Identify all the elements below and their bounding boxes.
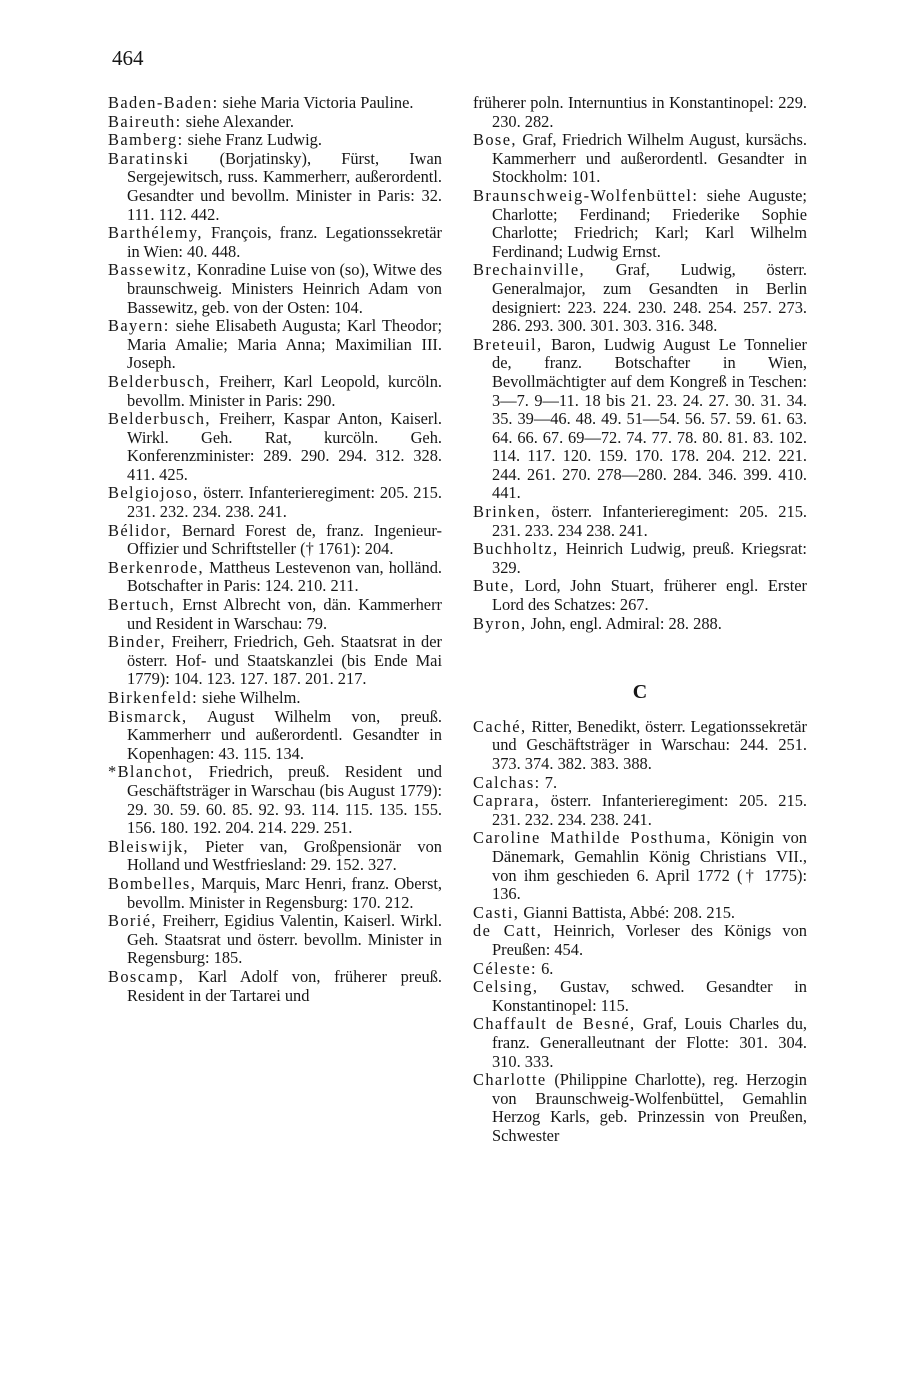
entry-text: Freiherr, Kaspar Anton, Kaiserl. Wirkl. Geh. Rat, kurcöln. Geh. Konferenzminister: 289. 290. 294. 312. 328. 411. 425.	[127, 409, 442, 484]
entry-text: Graf, Louis Charles du, franz. Generalleutnant der Flotte: 301. 304. 310. 333.	[492, 1014, 807, 1071]
entry-text: Marquis, Marc Henri, franz. Oberst, bevollm. Minister in Regensburg: 170. 212.	[127, 873, 442, 912]
index-entry	[473, 1071, 807, 1145]
entry-text: August Wilhelm von, preuß. Kammerherr und außerordentl. Gesandter in Kopenhagen: 43. 115. 134.	[127, 706, 442, 763]
index-entry	[473, 792, 807, 829]
index-entry	[108, 875, 442, 912]
entry-headword: Borié,	[108, 911, 157, 931]
entry-headword: Belderbusch,	[108, 409, 211, 429]
entry-text: François, franz. Legationssekretär in Wien: 40. 448.	[127, 223, 442, 261]
index-column-left	[108, 94, 442, 1005]
entry-text: 7.	[544, 772, 558, 792]
entry-headword: Baireuth:	[108, 111, 182, 131]
entry-text: früherer poln. Internuntius in Konstantinopel: 229. 230. 282.	[473, 93, 807, 131]
entry-text: Mattheus Lestevenon van, holländ. Botschafter in Paris: 124. 210. 211.	[127, 557, 442, 596]
index-entry	[473, 960, 807, 979]
index-entry	[473, 829, 807, 903]
entry-headword: Buchholtz,	[473, 539, 559, 559]
index-entry	[473, 336, 807, 503]
page-number: 464	[112, 46, 144, 70]
entry-text: siehe Maria Victoria Pauline.	[222, 93, 414, 112]
index-entry	[108, 224, 442, 261]
index-entry	[108, 838, 442, 875]
index-entry	[108, 522, 442, 559]
index-entry	[473, 718, 807, 774]
entry-text: Ritter, Benedikt, österr. Legationssekretär und Geschäftsträger in Warschau: 244. 251. 373. 374. 382. 383. 388.	[492, 716, 807, 773]
entry-headword: Byron,	[473, 613, 527, 633]
entry-text: Lord, John Stuart, früherer engl. Erster Lord des Schatzes: 267.	[492, 576, 807, 615]
entry-text: Graf, Ludwig, österr. Generalmajor, zum Gesandten in Berlin designiert: 223. 224. 230. 248. 254. 257. 273. 286. 293. 300. 301. 303. 316. 348.	[492, 260, 807, 336]
entry-text: siehe Wilhelm.	[202, 688, 301, 707]
entry-headword: Céleste:	[473, 958, 537, 978]
index-entry	[473, 94, 807, 131]
index-entry	[473, 978, 807, 1015]
entry-headword: Bamberg:	[108, 130, 184, 150]
index-entry	[108, 484, 442, 521]
entry-text: siehe Elisabeth Augusta; Karl Theodor; Maria Amalie; Maria Anna; Maximilian III. Joseph.	[127, 316, 442, 373]
entry-headword: Baratinski	[108, 148, 190, 168]
entry-text: österr. Infanterieregiment: 205. 215. 231. 232. 234. 238. 241.	[492, 791, 807, 829]
index-entry	[473, 503, 807, 540]
index-entry	[108, 763, 442, 837]
entry-text: siehe Alexander.	[185, 111, 295, 131]
entry-text: siehe Franz Ludwig.	[187, 130, 322, 150]
entry-headword: Bélidor,	[108, 520, 172, 540]
section-letter: C	[632, 681, 648, 704]
index-entry	[108, 596, 442, 633]
entry-headword: Bassewitz,	[108, 260, 193, 280]
entry-text: (Borjatinsky), Fürst, Iwan Sergejewitsch, russ. Kammerherr, außerordentl. Gesandter und bevollm. Minister in Paris: 32. 111. 112. 442.	[127, 148, 442, 224]
index-entry	[108, 113, 442, 132]
entry-headword: Caprara,	[473, 791, 541, 811]
entry-headword: Celsing,	[473, 977, 539, 997]
entry-text: Freiherr, Friedrich, Geh. Staatsrat in der österr. Hof- und Staatskanzlei (bis Ende Mai 1779): 104. 123. 127. 187. 201. 217.	[127, 632, 442, 689]
entry-headword: Belderbusch,	[108, 371, 211, 391]
entry-headword: Brechainville,	[473, 260, 585, 280]
entry-text: Königin von Dänemark, Gemahlin König Christians VII., von ihm geschieden 6. April 1772 († 1775): 136.	[492, 828, 807, 904]
entry-text: Konradine Luise von (so), Witwe des braunschweig. Ministers Heinrich Adam von Bassewitz, geb. von der Osten: 104.	[127, 260, 442, 317]
entry-text: Graf, Friedrich Wilhelm August, kursächs. Kammerherr und außerordentl. Gesandter in Stockholm: 101.	[492, 130, 807, 187]
entry-text: Gustav, schwed. Gesandter in Konstantinopel: 115.	[492, 977, 807, 1015]
entry-headword: Bombelles,	[108, 873, 197, 893]
entry-text: Friedrich, preuß. Resident und Geschäftsträger in Warschau (bis August 1779): 29. 30. 59. 60. 85. 92. 93. 114. 115. 135. 155. 156. 180. 192. 204. 214. 229. 251.	[127, 762, 442, 838]
index-entry	[473, 615, 807, 634]
entry-headword: Brinken,	[473, 502, 542, 522]
entry-text: Freiherr, Egidius Valentin, Kaiserl. Wirkl. Geh. Staatsrat und österr. bevollm. Minister in Regensburg: 185.	[127, 911, 442, 968]
entry-text: Baron, Ludwig August Le Tonnelier de, franz. Botschafter in Wien, Bevollmächtigter auf dem Kongreß in Teschen: 3—7. 9—11. 18 bis 21. 23. 24. 27. 30. 31. 34. 35. 39—46. 48. 49. 51—54. 56. 57. 59. 61. 63. 64. 66. 67. 69—72. 74. 77. 78. 80. 81. 83. 102. 114. 117. 120. 159. 170. 178. 204. 212. 221. 244. 261. 270. 278—280. 284. 346. 399. 410. 441.	[492, 334, 807, 503]
entry-text: Heinrich Ludwig, preuß. Kriegsrat: 329.	[492, 539, 807, 577]
index-entry	[108, 131, 442, 150]
entry-headword: Birkenfeld:	[108, 688, 199, 707]
index-entry	[108, 912, 442, 968]
entry-text: österr. Infanterieregiment: 205. 215. 231. 233. 234 238. 241.	[492, 502, 807, 540]
index-entry	[108, 150, 442, 224]
index-entries-b-continued	[473, 94, 807, 633]
index-entry	[108, 689, 442, 708]
index-entry	[108, 633, 442, 689]
entry-headword: Caroline Mathilde Posthuma,	[473, 828, 712, 848]
index-entry	[473, 904, 807, 923]
entry-headword: Braunschweig-Wolfenbüttel:	[473, 185, 699, 205]
entry-headword: Barthélemy,	[108, 223, 203, 243]
index-entry	[108, 968, 442, 1005]
index-entries-c	[473, 718, 807, 1146]
entry-text: Bernard Forest de, franz. Ingenieur-Offizier und Schriftsteller († 1761): 204.	[127, 520, 442, 559]
entry-headword: Bismarck,	[108, 706, 188, 726]
entry-text: Ernst Albrecht von, dän. Kammerherr und Resident in Warschau: 79.	[127, 595, 442, 633]
index-entry	[108, 708, 442, 764]
index-entry	[108, 559, 442, 596]
index-entry	[473, 261, 807, 335]
entry-headword: Berkenrode,	[108, 557, 204, 577]
entry-text: Heinrich, Vorleser des Königs von Preußen: 454.	[492, 921, 807, 959]
entry-text: siehe Auguste; Charlotte; Ferdinand; Friederike Sophie Charlotte; Friedrich; Karl; Karl Wilhelm Ferdinand; Ludwig Ernst.	[492, 185, 807, 261]
entry-headword: de Catt,	[473, 921, 543, 941]
entry-text: John, engl. Admiral: 28. 288.	[530, 613, 722, 633]
entry-headword: Calchas:	[473, 772, 541, 792]
index-entry	[108, 94, 442, 113]
entry-headword: *Blanchot,	[108, 762, 194, 782]
index-column-right	[473, 94, 807, 1145]
entry-text: Freiherr, Karl Leopold, kurcöln. bevollm. Minister in Paris: 290.	[127, 371, 442, 410]
index-entry	[473, 922, 807, 959]
entry-headword: Bleiswijk,	[108, 836, 189, 856]
index-entry	[108, 373, 442, 410]
entry-headword: Bute,	[473, 576, 516, 596]
index-entry	[473, 577, 807, 614]
entry-text: Karl Adolf von, früherer preuß. Resident in der Tartarei und	[127, 966, 442, 1005]
entry-text: Gianni Battista, Abbé: 208. 215.	[523, 902, 736, 922]
entry-headword: Bayern:	[108, 316, 170, 336]
index-entry	[473, 1015, 807, 1071]
entry-headword: Baden-Baden:	[108, 93, 219, 112]
index-entry	[473, 774, 807, 793]
entry-text: österr. Infanterieregiment: 205. 215. 231. 232. 234. 238. 241.	[127, 483, 442, 522]
entry-text: Pieter van, Großpensionär von Holland und Westfriesland: 29. 152. 327.	[127, 836, 442, 875]
index-entry	[473, 131, 807, 187]
entry-headword: Chaffault de Besné,	[473, 1014, 636, 1034]
entry-headword: Charlotte	[473, 1070, 547, 1090]
index-entry	[108, 317, 442, 373]
index-entry	[473, 187, 807, 261]
entry-headword: Belgiojoso,	[108, 483, 199, 503]
entry-headword: Binder,	[108, 632, 166, 652]
index-entry	[108, 410, 442, 484]
entry-text: 6.	[541, 958, 554, 978]
index-entry	[473, 540, 807, 577]
index-entry	[108, 261, 442, 317]
entry-headword: Casti,	[473, 902, 520, 922]
entry-headword: Bertuch,	[108, 595, 176, 615]
entry-headword: Breteuil,	[473, 334, 543, 354]
entry-text: (Philippine Charlotte), reg. Herzogin von Braunschweig-Wolfenbüttel, Gemahlin Herzog Karls, geb. Prinzessin von Preußen, Schwester	[492, 1070, 807, 1145]
entry-headword: Boscamp,	[108, 966, 185, 986]
entry-headword: Caché,	[473, 716, 527, 736]
entry-headword: Bose,	[473, 130, 517, 150]
